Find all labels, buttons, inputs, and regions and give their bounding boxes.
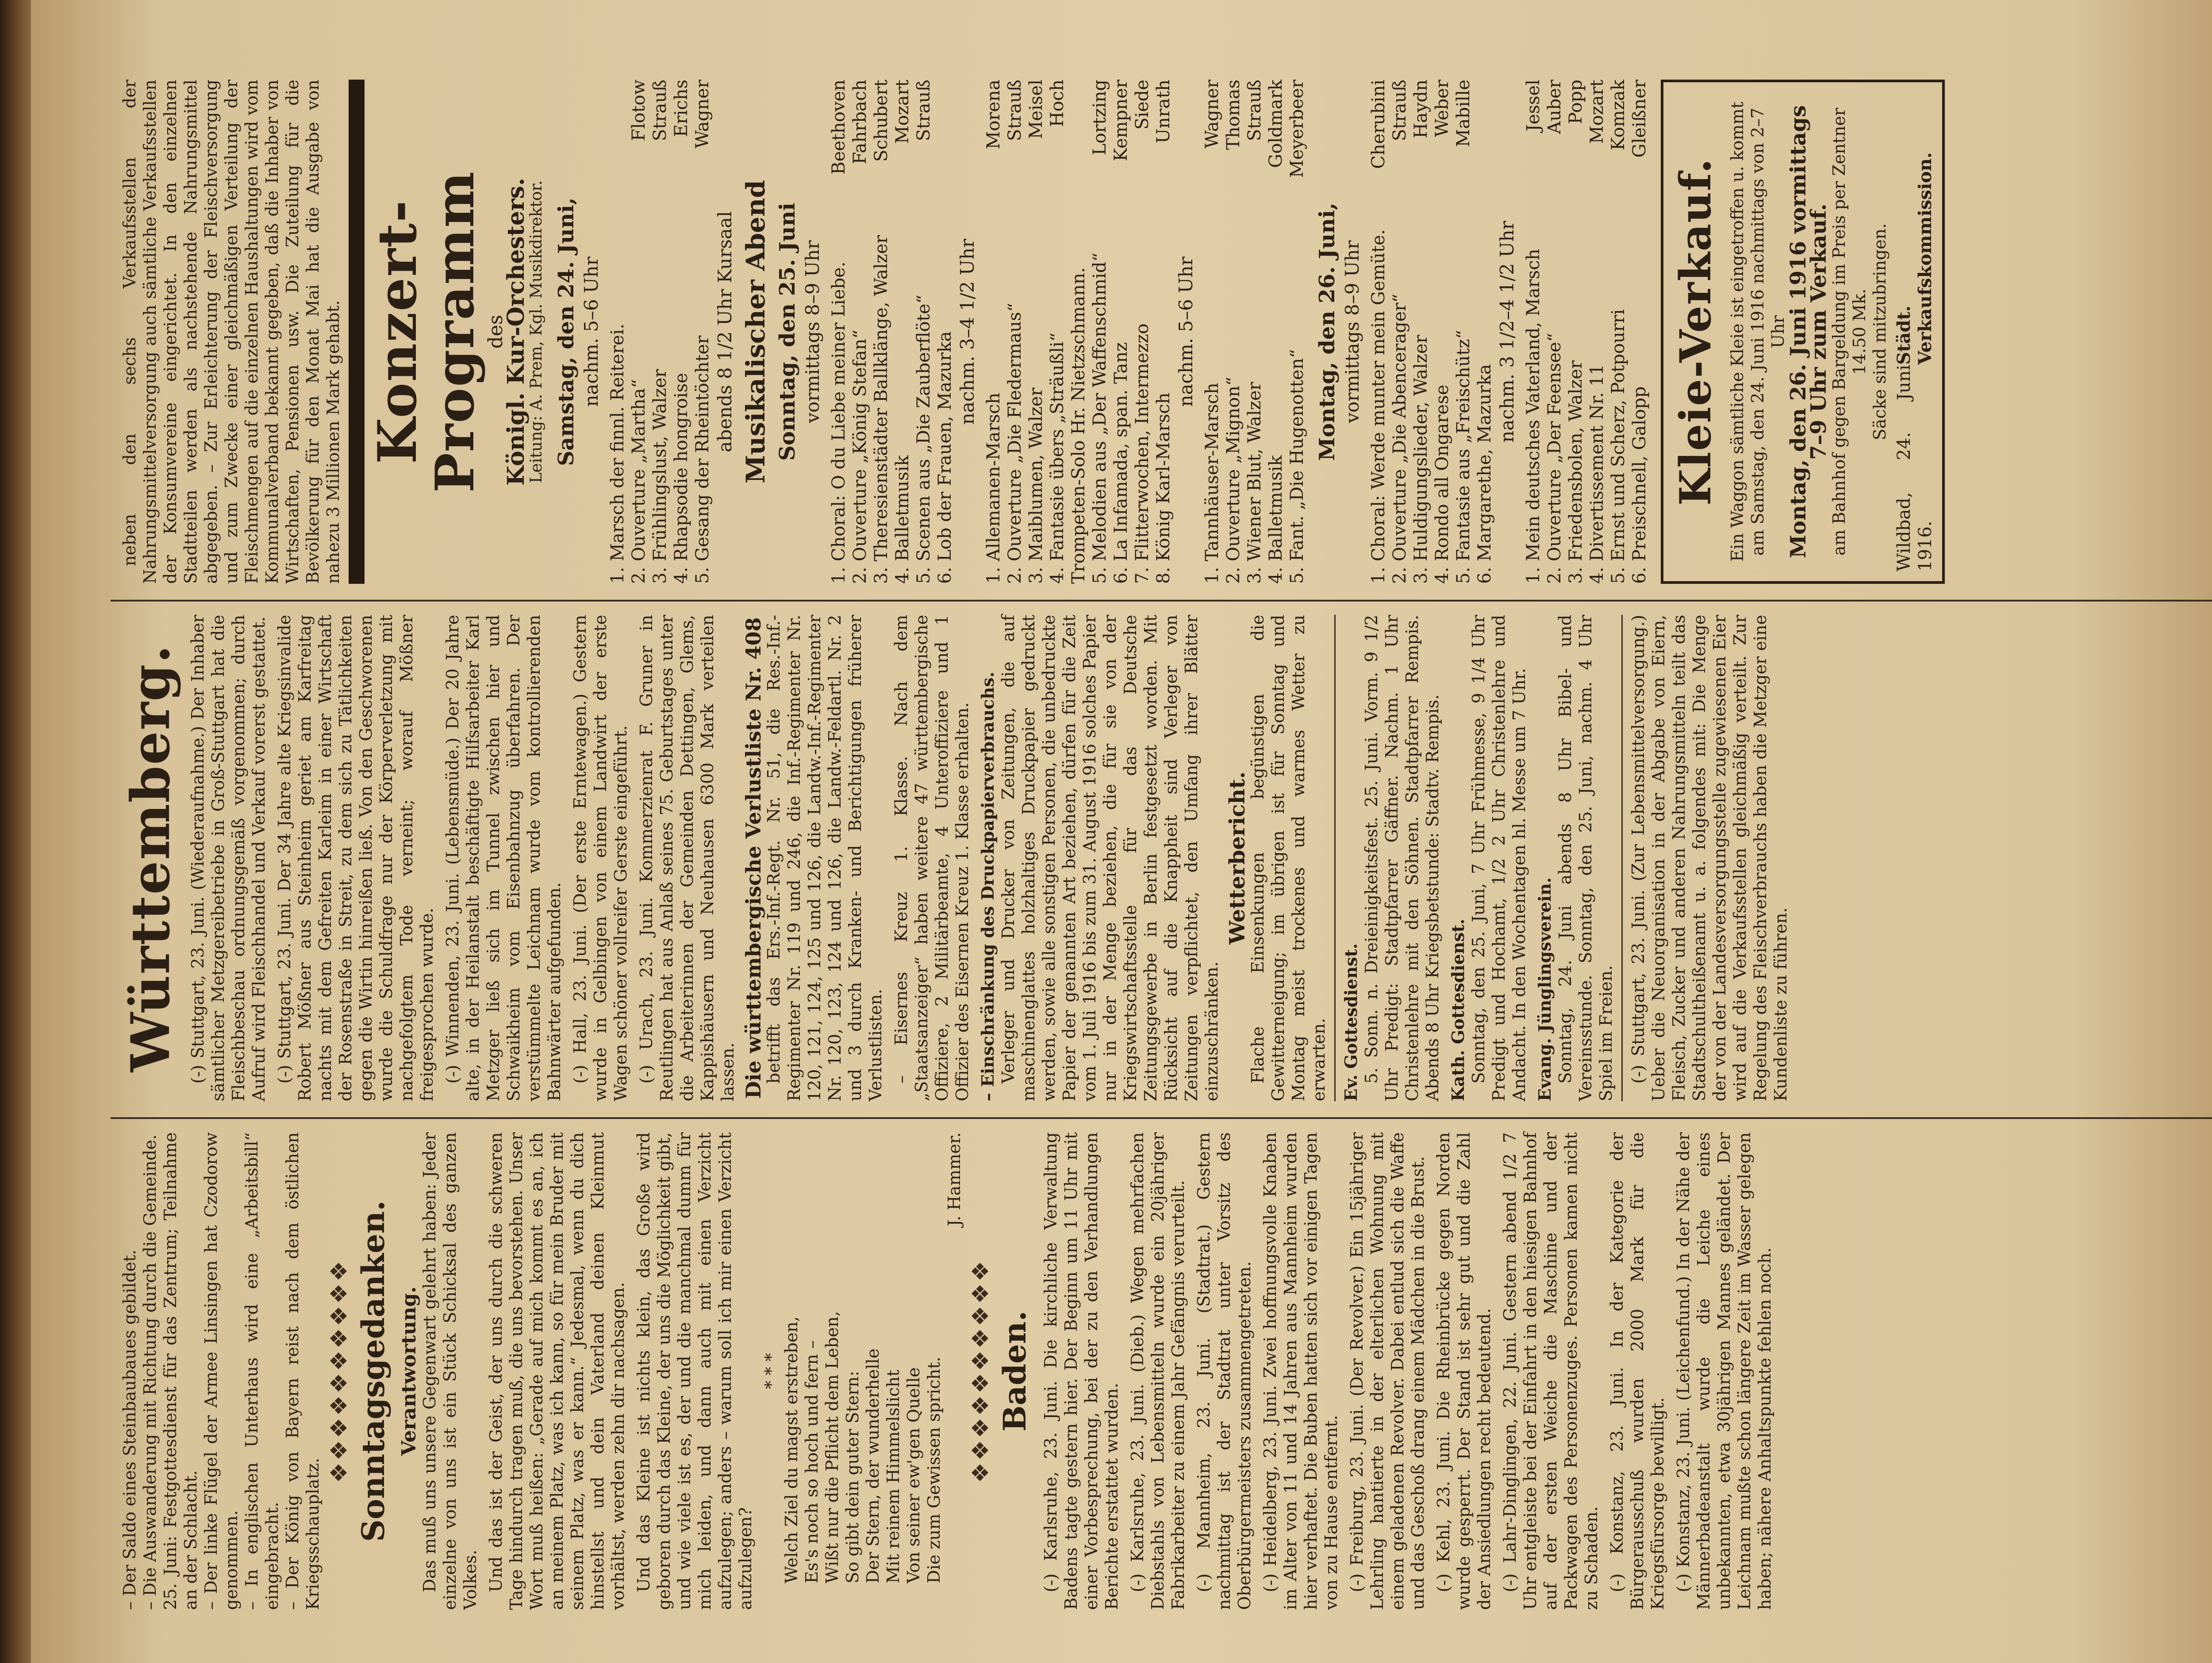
book-spine (0, 0, 31, 1663)
baden-paragraph: (-) Konstanz, 23. Juni. In der Kategorie der Bürgerausschuß wurden 2000 Mark für die Kriegsfürsorge bewilligt. (1607, 1132, 1667, 1610)
intro-paragraph: neben den sechs Verkaufsstellen der Nahrungsmittelversorgung auch sämtliche Verkaufsstellen der Konsumvereine eingerichtet. In den einzelnen Stadtteilen werden als nachstehende Nahrungsmittel abgegeben. – Zur Erleichterung der Fleischversorgung und zum Zwecke einer gleichmäßigen Verteilung der Fleischmengen auf die einzelnen Haushaltungen wird vom Kommunalverband bekannt gegeben, daß die Inhaber von Wirtschaften, Pensionen usw. Die Zuteilung für die Bevölkerung für den Monat Mai hat die Ausgabe von nahezu 3 Millionen Mark gehabt. (120, 80, 343, 584)
program-item (1223, 80, 1244, 584)
program-title: 6. La Infamada, span. Tanz (1111, 342, 1131, 584)
program-title: 3. Maiblumen, Walzer (1026, 387, 1046, 584)
program-composer: Jessel (1523, 80, 1544, 132)
program-composer: Strauß (650, 80, 670, 141)
program-title: 2. Ouverture „Die Fledermaus“ (1005, 303, 1025, 584)
program-title: 7. Flitterwochen, Intermezzo (1132, 323, 1152, 584)
program-composer: Meyerbeer (1287, 80, 1307, 178)
kleie-line: Ein Waggon sämtliche Kleie ist eingetroffen u. kommt am Samstag, den 24. Juni 1916 nachmittags von 2–7 Uhr (1728, 102, 1788, 562)
middle-column (119, 615, 1796, 1101)
program-composer: Auber (1544, 80, 1565, 134)
concert-leader: Leitung: A. Prem, Kgl. Musikdirektor. (527, 180, 545, 483)
kleie-advertisement (1661, 80, 1945, 584)
gottesdienst-text: 5. Sonn. n. Dreieinigkeitsfest. 25. Juni. Vorm. 9 1/2 Uhr Predigt: Stadtpfarrer Gäffner. Nachm. 1 Uhr Christenlehre mit den Söhnen. Stadtpfarrer Rempis. Abends 8 Uhr Kriegsbetstunde: Stadtv. Rempis. (1362, 615, 1442, 1101)
jugend-text: Sonntag, 24. Juni abends 8 Uhr Bibel- und Vereinsstunde. Sonntag, den 25. Juni, nachm. 4 Uhr Spiel im Freien. (1555, 615, 1616, 1101)
program-item (1586, 80, 1608, 584)
concert-orchestra: Königl. Kur-Orchesters. (503, 178, 530, 486)
program-title: Trompeten-Solo Hr. Nietzschmann. (1068, 267, 1089, 584)
sonntag-subtitle: Verantwortung. (398, 1286, 420, 1456)
program-title: 3. Huldigungslieder, Walzer (1411, 335, 1431, 584)
heavy-rule (349, 80, 365, 584)
program-composer: Flotow (629, 80, 649, 142)
program-title: 6. Lob der Frauen, Mazurka (935, 331, 955, 584)
concert-day: abends 8 1/2 Uhr Kursaal (714, 211, 736, 452)
news-paragraph: (-) Urach, 23. Juni. Kommerzienrat F. Gruner in Reutlingen hat aus Anlaß seines 75. Geburtstages unter die Arbeiterinnen der Gemeinden Dettingen, Glems, Kappishäusern und Neuhausen 6300 Mark verteilen lassen. (637, 615, 737, 1101)
program-item (913, 80, 934, 584)
wuerttemberg-title: Württemberg. (119, 644, 182, 1072)
program-title: 5. Melodien aus „Der Waffenschmid“ (1090, 253, 1110, 584)
poem-line: Es's noch so hoch und fern – (802, 1340, 822, 1583)
poem-line: Der Stern, der wunderhelle (863, 1348, 883, 1583)
program-title: 2. Ouverture „Martha“ (629, 379, 649, 584)
program-title: 3. Wiener Blut, Walzer (1244, 382, 1265, 584)
program-title: 8. König Karl-Marsch (1153, 392, 1174, 584)
kleie-line: Montag, den 26. Juni 1916 vormittags 7–9 Uhr zum Verkauf. (1786, 105, 1831, 559)
program-title: 5. Fant. „Die Hugenotten“ (1287, 349, 1307, 584)
program-composer: Siede (1132, 80, 1152, 130)
gottesdienst-title: Ev. Gottesdienst. (1341, 943, 1361, 1101)
left-column (119, 1132, 1780, 1610)
kreuz-text: – Eisernes Kreuz 1. Klasse. Nach dem „Staatsanzeiger“ haben weitere 47 württembergische Offiziere, 2 Militärbeamte, 4 Unteroffiziere und 1 Offizier des Eisernen Kreuz 1. Klasse erhalten. (891, 615, 972, 1101)
poem-line: Wißt nur die Pflicht dem Leben, (822, 1311, 842, 1583)
concert-time: nachm. 5–6 Uhr (580, 257, 602, 407)
program-title: 5. Fantasie aus „Freischütz“ (1453, 330, 1474, 584)
concert-time: vormittags 8–9 Uhr (1341, 240, 1363, 423)
program-composer: Mozart (892, 80, 913, 144)
verlustliste-text: betrifft das Ers.-Inf.-Regt. Nr. 51, die Res.-Inf.-Regimenter Nr. 119 und 246, die Inf.-Regimenter Nr. 120, 121, 124, 125 und 126, die Landw.-Inf.-Regimenter Nr. 120, 123, 124 und 126, die Landw.-Feldartl. Nr. 2 und 3 durch Kranken- und Berichtigungen früherer Verlustlisten. (764, 615, 885, 1101)
wetter-title: Wetterbericht. (1225, 771, 1250, 945)
program-composer: Weber (1432, 80, 1452, 137)
program-composer: Strauß (1244, 80, 1265, 141)
poem (781, 1132, 944, 1610)
divider (1621, 615, 1623, 1101)
program-item (1153, 80, 1174, 584)
program-title: 5. Gesang der Rheintöchter (692, 335, 713, 584)
rotated-sheet (93, 53, 2212, 1636)
program-item (1004, 80, 1025, 584)
ornament-divider: ❖❖❖❖❖❖❖❖❖❖ (326, 1259, 353, 1483)
program-title: 6. Margarethe, Mazurka (1475, 364, 1495, 584)
program-composer: Popp (1566, 80, 1586, 124)
concert-day: Montag, den 26. Juni, (1315, 203, 1340, 461)
program-composer: Strauß (1390, 80, 1410, 141)
jugend-title: Evang. Jünglingsverein. (1535, 877, 1555, 1101)
bullet-item: – In englischen Unterhaus wird eine „Arbeitsbill“ eingebracht. (242, 1132, 282, 1610)
program-title: 1. Tannhäuser-Marsch (1202, 383, 1222, 584)
poem-author: J. Hammer. (945, 1132, 964, 1226)
program-item (828, 80, 849, 584)
program-item (1629, 80, 1650, 584)
bullet-item: – Der Saldo eines Steinbaubaues gebildet. (120, 1249, 139, 1610)
column-rule (111, 600, 2212, 602)
concert-evening-title: Musikalischer Abend (741, 180, 771, 483)
program-title: 2. Ouverture „Mignon“ (1223, 376, 1244, 584)
program-item (1244, 80, 1265, 584)
program-item (1025, 80, 1047, 584)
program-item (1565, 80, 1586, 584)
program-item (1132, 80, 1153, 584)
program-composer: Morena (983, 80, 1004, 149)
concert-day: Samstag, den 24. Juni, (554, 197, 579, 466)
program-item (1544, 80, 1565, 584)
program-composer: Hoch (1047, 80, 1068, 127)
baden-paragraph: (-) Konstanz, 23. Juni. (Leichenfund.) In der Nähe der Männerbadeanstalt wurde die Leiche eines unbekannten, etwa 30jährigen Mannes geländet. Der Leichnam mußte schon längere Zeit im Wasser gelegen haben; nähere Anhaltspunkte fehlen noch. (1674, 1132, 1774, 1610)
baden-paragraph: (-) Lahr-Dinglingen, 22. Juni. Gestern abend 1/2 7 Uhr entgleiste bei der Einfahrt in den hiesigen Bahnhof auf der ersten Weiche die Maschine und der Packwagen des Personenzuges. Personen kamen nicht zu Schaden. (1500, 1132, 1601, 1610)
program-title: 2. Ouverture „Der Feensee“ (1544, 333, 1565, 584)
baden-paragraph: (-) Mannheim, 23. Juni. (Stadtrat.) Gestern nachmittag ist der Stadtrat unter Vorsitz des Oberbürgermeisters zusammengetreten. (1194, 1132, 1254, 1610)
program-item (1068, 80, 1089, 584)
program-composer: Goldmark (1266, 80, 1286, 168)
news-paragraph: (-) Stuttgart, 23. Juni. (Wiederaufnahme.) Der Inhaber sämtlicher Metzgereibetriebe in Groß-Stuttgart hat die Fleischbeschau ordnungsgemäß vorgenommen; durch Aufruf wird Fleischhandel und Verkauf vorerst gestattet. (188, 615, 269, 1101)
program-composer: Fahrbach (850, 80, 870, 165)
program-item (1286, 80, 1308, 584)
program-title: 3. Friedensbolen, Walzer (1566, 360, 1586, 584)
poem-line: Von seiner ew'gen Quelle (904, 1367, 923, 1583)
baden-paragraph: (-) Karlsruhe, 23. Juni. Die kirchliche Verwaltung Badens tagte gestern hier. Der Beginn um 11 Uhr mit einer Vorbesprechung, bei der zu den Verhandlungen Berichte erstattet wurden. (1041, 1132, 1121, 1610)
program-item (1410, 80, 1432, 584)
program-title: 4. Rondo all Ongarese (1432, 384, 1452, 584)
program-item (983, 80, 1004, 584)
lebensmittel-text: (-) Stuttgart, 23. Juni. (Zur Lebensmittelversorgung.) Ueber die Neuorganisation in der Abgabe von Eiern, Fleisch, Zucker und anderen Nahrungsmitteln teilt das Stadtschultheißenamt u. a. folgendes mit: Die Menge der von der Landesversorgungsstelle zugewiesenen Eier wird auf die Verkaufsstellen gleichmäßig verteilt. Zur Regelung des Fleischverbrauchs haben die Metzger eine Kundenliste zu führen. (1628, 615, 1790, 1101)
program-composer: Beethoven (829, 80, 849, 175)
program-title: 1. Marsch der finnl. Reiterei. (607, 323, 628, 584)
program-composer: Cherubini (1368, 80, 1389, 169)
program-title: 1. Mein deutsches Vaterland, Marsch (1523, 249, 1544, 584)
program-title: 4. Balletmusik (1266, 455, 1286, 584)
program-item (628, 80, 649, 584)
bullet-item: – Der König von Bayern reist nach dem östlichen Kriegsschauplatz. (283, 1132, 323, 1610)
kleie-line: Säcke sind mitzubringen. (1870, 223, 1889, 441)
program-title: 5. Scenen aus „Die Zauberflöte“ (914, 295, 934, 584)
program-title: 5. Ernst und Scherz, Potpourri (1608, 309, 1628, 584)
concert-time: nachm. 5–6 Uhr (1175, 257, 1197, 407)
program-title: 1. Choral: Werde munter mein Gemüte. (1368, 229, 1389, 584)
poem-line: Die zum Gewissen spricht. (924, 1356, 944, 1583)
program-title: 4. Balletmusik (892, 455, 913, 584)
sonntag-paragraph: Das muß uns unsere Gegenwart gelehrt haben: Jeder einzelne von uns ist ein Stück Schicksal des ganzen Volkes. (420, 1132, 480, 1610)
program-item (1432, 80, 1453, 584)
kleie-place: Wildbad, 24. Juni 1916. (1894, 364, 1936, 571)
sonntag-paragraph: Und das ist der Geist, der uns durch die schweren Tage hindurch tragen muß, die uns bevorstehen. Unser Wort muß heißen: „Gerade auf mich kommt es an, ich an meinem Platz, was ich kann, so für mein Bruder mit seinem Platz, was er kann.“ Jedesmal, wenn du dich hinstellst und dein Vaterland deinen Kleinmut vorhältst, werden zehn dir nachsagen. (486, 1132, 628, 1610)
divider (1334, 615, 1336, 1101)
news-paragraph: (-) Stuttgart, 23. Juni. Der 34 Jahre alte Kriegsinvalide Robert Mößner aus Steinheim geriet am Karfreitag nachts mit dem Gefreiten Karleim in einer Wirtschaft der Rosenstraße in Streit, zu dem sich zu Tätlichkeiten gegen die Wirtin hinreißen ließ. Von den Geschworenen wurde die Schuldfrage nur der Körperverletzung mit nachgefolgtem Tode verneint; worauf Mößner freigesprochen wurde. (275, 615, 437, 1101)
bullet-item: – Der linke Flügel der Armee Linsingen hat Czodorow genommen. (201, 1132, 241, 1610)
program-composer: Strauß (1005, 80, 1025, 141)
program-composer: Unrath (1153, 80, 1174, 144)
program-composer: Komzak (1608, 80, 1628, 150)
concert-title: Konzert-Programm (366, 170, 486, 493)
program-item (1368, 80, 1389, 584)
ornament-divider: ❖❖❖❖❖❖❖❖❖❖ (968, 1259, 994, 1483)
program-item (649, 80, 671, 584)
program-item (671, 80, 692, 584)
druckpapier-title: – Einschränkung des Druckpapierverbrauchs. (978, 671, 998, 1101)
program-title: 4. Rhapsodie hongroise (671, 372, 691, 584)
verlustliste-title: Die württembergische Verlustliste Nr. 408 (741, 617, 765, 1099)
poem-line: So gibt dein guter Stern: (843, 1371, 862, 1583)
baden-paragraph: (-) Freiburg, 23. Juni. (Der Revolver.) Ein 15jähriger Lehrling hantierte in der elterlichen Wohnung mit einem geladenen Revolver. Dabei entlud sich die Waffe und das Geschoß drang einem Mädchen in die Brust. (1347, 1132, 1428, 1610)
baden-paragraph: (-) Karlsruhe, 23. Juni. (Dieb.) Wegen mehrfachen Diebstahls von Lebensmitteln wurde ein 20jähriger Fabrikarbeiter zu einem Jahr Gefängnis verurteilt. (1128, 1132, 1188, 1610)
program-composer: Wagner (692, 80, 713, 149)
right-column (119, 80, 1945, 584)
newspaper-page (31, 0, 2212, 1663)
sonntag-title: Sonntagsgedanken. (355, 1200, 392, 1542)
concert-day: Sonntag, den 25. Juni (775, 203, 800, 461)
separator-stars: * * * (761, 1353, 781, 1389)
program-composer: Haydn (1411, 80, 1431, 138)
program-item (607, 80, 628, 584)
sonntag-paragraph: Und das Kleine ist nichts klein, das Große wird geboren durch das Kleine, der uns die Möglichkeit gibt, und wie viele ist es, der und die manchmal dumm für mich leiden, und dann auch mit einen Verzicht aufzulegen; anders – warum soll ich mir einen Verzicht aufzulegen? (634, 1132, 755, 1610)
baden-paragraph: (-) Kehl, 23. Juni. Die Rheinbrücke gegen Norden wurde gesperrt. Der Stand ist sehr gut und die Zahl der Ansiedlungen recht bedeutend. (1434, 1132, 1494, 1610)
program-composer: Kempner (1111, 80, 1131, 161)
news-paragraph: (-) Hall, 23. Juni. (Der erste Erntewagen.) Gestern wurde in Gelbingen von einem Landwirt der erste Wagen schöner vollreifer Gerste eingeführt. (570, 615, 630, 1101)
program-composer: Wagner (1202, 80, 1222, 149)
kath-text: Sonntag, den 25. Juni, 7 Uhr Frühmesse, 9 1/4 Uhr Predigt und Hochamt, 1/2 2 Uhr Christenlehre und Andacht. In den Wochentagen hl. Messe um 7 Uhr. (1469, 615, 1529, 1101)
program-item (1202, 80, 1223, 584)
program-composer: Meisel (1026, 80, 1046, 139)
program-title: 6. Preischnell, Galopp (1629, 386, 1650, 584)
concert-time: vormittags 8–9 Uhr (802, 240, 823, 423)
program-title: 2. Ouverture „Die Abencerager“ (1390, 294, 1410, 584)
baden-paragraph: (-) Heidelberg, 23. Juni. Zwei hoffnungsvolle Knaben im Alter von 11 und 14 Jahren aus Mannheim wurden hier verhaftet. Die Buben hatten sich vor einigen Tagen von zu Hause entfernt. (1260, 1132, 1341, 1610)
concert-time: nachm. 3 1/2–4 1/2 Uhr (1496, 221, 1518, 443)
program-composer: Mabille (1453, 80, 1474, 147)
poem-line: Mit reinem Himmelslicht (883, 1369, 903, 1583)
baden-title: Baden. (996, 1310, 1033, 1432)
program-item (1523, 80, 1544, 584)
kleie-title: Kleie-Verkauf. (1671, 157, 1720, 506)
program-title: 1. Allemanen-Marsch (983, 392, 1004, 584)
program-item (1265, 80, 1286, 584)
program-item (892, 80, 913, 584)
program-item (1047, 80, 1068, 584)
program-item (692, 80, 713, 584)
program-item (871, 80, 892, 584)
wetter-text: Flache Einsenkungen begünstigen die Gewitterneigung; im übrigen ist für Sonntag und Montag meist trockenes und warmes Wetter zu erwarten. (1248, 615, 1329, 1101)
program-composer: Mozart (1587, 80, 1607, 144)
program-title: 3. Theresienstädter Ballklänge, Walzer (871, 235, 891, 584)
program-title: 4. Divertissement Nr. 11 (1587, 364, 1607, 584)
program-composer: Lortzing (1090, 80, 1110, 156)
concert-time: nachm. 3–4 1/2 Uhr (956, 238, 978, 425)
program-item (1110, 80, 1132, 584)
concert-des: des (484, 314, 507, 349)
kleie-signature: Städt. Verkaufskommission. (1893, 152, 1936, 365)
program-item (934, 80, 956, 584)
program-item (1389, 80, 1410, 584)
bullet-item: 25. Juni: Festgottesdienst für das Zentrum; Teilnahme an der Schlacht. (161, 1132, 200, 1610)
program-title: 2. Ouverture „König Stefan“ (850, 330, 870, 584)
program-composer: Schubert (871, 80, 891, 162)
program-composer: Strauß (914, 80, 934, 141)
kath-title: Kath. Gottesdienst. (1448, 919, 1468, 1101)
column-rule (111, 1117, 2212, 1119)
program-item (849, 80, 871, 584)
program-title: 3. Frühlingslust, Walzer (650, 369, 670, 584)
program-composer: Erichs (671, 80, 691, 137)
druckpapier-text: Verleger und Drucker von Zeitungen, die auf maschinenglattes holzhaltiges Druckpapier gedruckt werden, sowie alle sonstigen Personen, die unbedruckte Papier der genannten Art beziehen, dürfen für die Zeit vom 1. Juli 1916 bis zum 31. August 1916 solches Papier nur in der Menge beziehen, die für sie von der Kriegswirtschaftsstelle für das Deutsche Zeitungsgewerbe in Berlin festgesetzt worden. Mit Rücksicht auf die Knappheit sind Verleger von Zeitungen verpflichtet, den Umfang ihrer Blätter einzuschränken. (998, 615, 1221, 1101)
bullet-item: – Die Auswanderung mit Richtung durch die Gemeinde. (140, 1134, 160, 1610)
program-item (1453, 80, 1474, 584)
kleie-line: am Bahnhof gegen Bargeldung im Preis per Zentner 14.50 Mk. (1829, 107, 1869, 556)
program-title: 4. Fantasie übers „Sträußli“ (1047, 332, 1068, 584)
program-item (1474, 80, 1495, 584)
program-item (1608, 80, 1629, 584)
news-paragraph: (-) Winnenden, 23. Juni. (Lebensmüde.) Der 20 Jahre alte, in der Heilanstalt beschäftigte Hilfsarbeiter Karl Metzger ließ sich im Tunnel zwischen hier und Schwaikheim vom Eisenbahnzug überfahren. Der verstümmelte Leichnam wurde vom kontrollierenden Bahnwärter aufgefunden. (443, 615, 564, 1101)
program-item (1089, 80, 1110, 584)
bullet-list (119, 1132, 323, 1610)
program-title: 1. Choral: O du Liebe meiner Liebe. (829, 261, 849, 584)
program-composer: Gleißner (1629, 80, 1650, 158)
poem-line: Welch Ziel du magst erstreben, (782, 1316, 801, 1583)
program-composer: Thomas (1223, 80, 1244, 150)
